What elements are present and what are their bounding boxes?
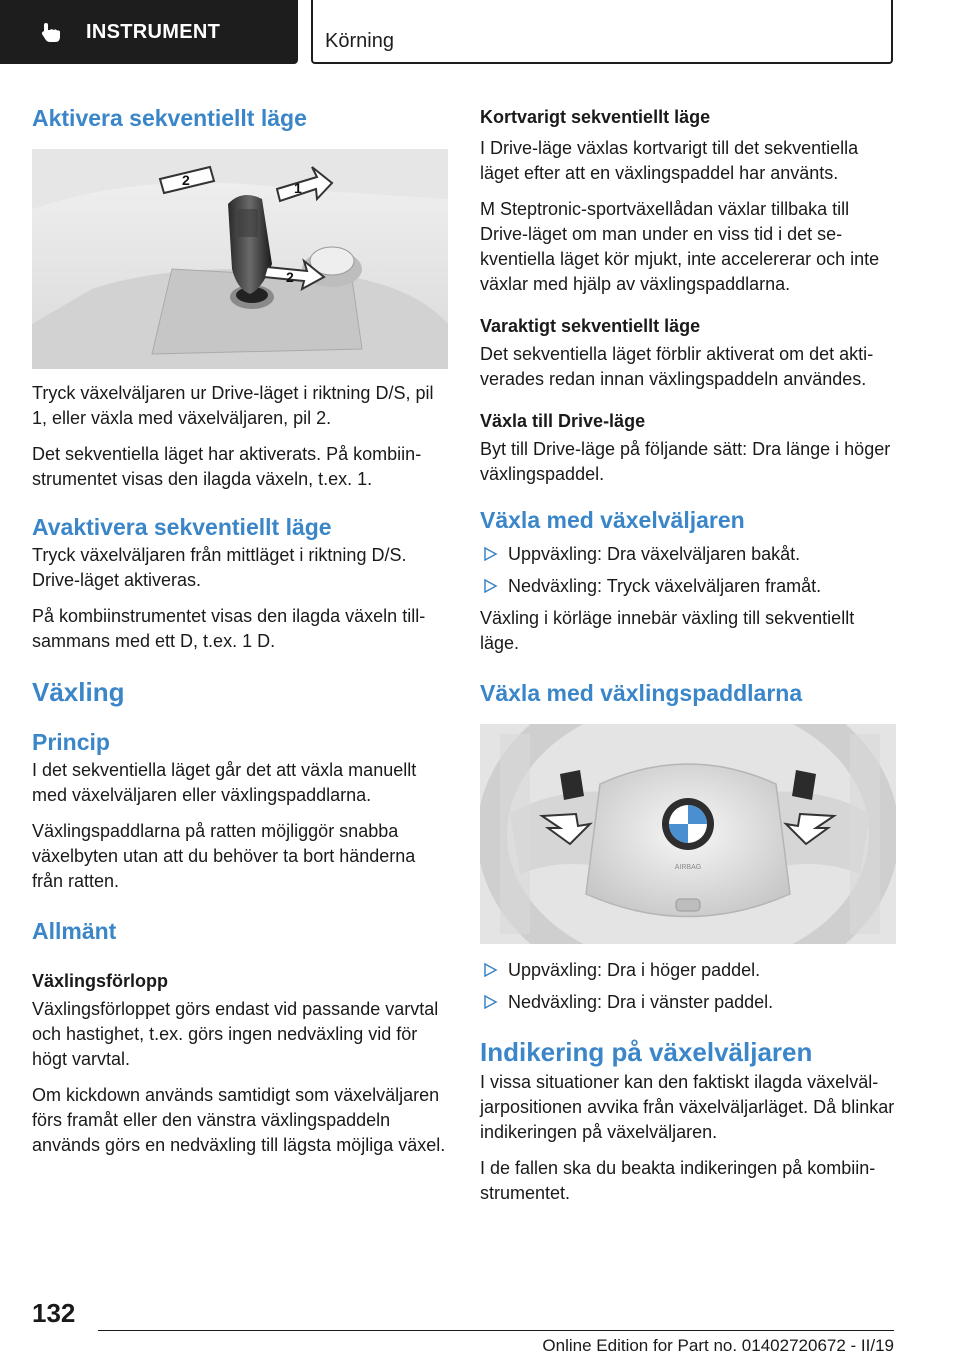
text-principle-1: I det sekventiella läget går det att växla manuellt med växelväljaren eller växlingspaddlarna.	[32, 760, 417, 805]
subheading-shift-sequence: Växlingsförlopp	[32, 971, 169, 991]
text-selector: Växling i körläge innebär växling till sekventiellt läge.	[480, 608, 855, 653]
subheading-short-sequential: Kortvarigt sekventiellt läge	[480, 107, 711, 127]
list-item: Uppväxling: Dra växelväljaren bakåt.	[480, 542, 896, 567]
text-short-1: I Drive-läge växlas kortvarigt till det sekventiella läget efter att en växlingspaddel har använts.	[480, 138, 859, 183]
text-deactivate-1: Tryck växelväljaren från mittläget i riktning D/S. Drive-läget aktiveras.	[32, 545, 407, 590]
arrow-2-label-bottom: 2	[286, 269, 294, 285]
hand-pointer-icon	[38, 19, 64, 45]
section-tab	[0, 0, 298, 64]
page-header	[0, 0, 960, 66]
triangle-bullet-icon	[482, 994, 498, 1010]
page-number: 132	[32, 1298, 76, 1328]
text-activate-2: Det sekventiella läget har aktiverats. På kombiinstrumentet visas den ilagda växeln, t.ex. 1.	[32, 444, 422, 489]
airbag-label: AIRBAG	[674, 864, 702, 871]
triangle-bullet-icon	[482, 578, 498, 594]
subheading-permanent-sequential: Varaktigt sekventiellt läge	[480, 316, 701, 336]
subheading-switch-drive: Växla till Drive-läge	[480, 411, 646, 431]
heading-general: Allmänt	[32, 918, 117, 944]
text-sequence-1: Växlingsförloppet görs endast vid passande varvtal och hastighet, t.ex. görs ingen nedväxling vid för högt varvtal.	[32, 999, 439, 1069]
text-principle-2: Växlingspaddlarna på ratten möjliggör snabba växelbyten utan att du behöver ta bort händerna från ratten.	[32, 821, 416, 891]
left-column	[32, 100, 448, 1158]
section-label: INSTRUMENT	[86, 20, 221, 43]
heading-selector-indication: Indikering på växelväljaren	[480, 1037, 813, 1067]
list-item: Nedväxling: Tryck växelväljaren framåt.	[480, 574, 896, 599]
gear-selector-figure	[32, 149, 448, 369]
text-indication-1: I vissa situationer kan den faktiskt ilagda växelväljarpositionen avvika från växelväljarläget. Då blinkar indikeringen på växelväljaren.	[480, 1072, 895, 1142]
edition-text: Online Edition for Part no. 01402720672 - II/19	[542, 1336, 894, 1355]
text-indication-2: I de fallen ska du beakta indikeringen på kombiinstrumentet.	[480, 1158, 876, 1203]
arrow-2-label-top: 2	[182, 172, 190, 188]
heading-principle: Princip	[32, 729, 110, 755]
arrow-1-label: 1	[294, 180, 302, 196]
triangle-bullet-icon	[482, 546, 498, 562]
heading-selector-shift: Växla med växelväljaren	[480, 507, 745, 533]
steering-wheel-figure	[480, 724, 896, 944]
text-activate-1: Tryck växelväljaren ur Drive-läget i riktning D/S, pil 1, eller växla med växelväljaren, pil 2.	[32, 383, 434, 428]
text-sequence-2: Om kickdown används samtidigt som växelväljaren förs framåt eller den vänstra växlingspaddeln används görs en nedväxling till lägsta möjliga växel.	[32, 1085, 446, 1155]
triangle-bullet-icon	[482, 962, 498, 978]
text-deactivate-2: På kombiinstrumentet visas den ilagda växeln tillsammans med ett D, t.ex. 1 D.	[32, 606, 426, 651]
text-permanent: Det sekventiella läget förblir aktiverat om det aktiverades redan innan växlingspaddeln användes.	[480, 344, 874, 389]
selector-bullet-list	[480, 542, 896, 599]
footer-divider	[98, 1330, 894, 1331]
heading-shifting: Växling	[32, 677, 125, 707]
text-short-2: M Steptronic-sportväxellådan växlar tillbaka till Drive-läget om man under en viss tid i det sekventiella läget kör mjukt, inte accelererar och inte växlar med hjälp av växlingspaddlarna.	[480, 199, 880, 294]
text-drive: Byt till Drive-läge på följande sätt: Dra länge i höger växlingspaddel.	[480, 439, 891, 484]
list-item: Nedväxling: Dra i vänster paddel.	[480, 990, 896, 1015]
heading-activate-sequential: Aktivera sekventiellt läge	[32, 105, 307, 131]
list-item: Uppväxling: Dra i höger paddel.	[480, 958, 896, 983]
heading-deactivate-sequential: Avaktivera sekventiellt läge	[32, 514, 332, 540]
chapter-tab	[311, 0, 893, 64]
heading-paddle-shift: Växla med växlingspaddlarna	[480, 680, 803, 706]
chapter-label: Körning	[325, 30, 394, 52]
right-column	[480, 104, 896, 1206]
paddle-bullet-list	[480, 958, 896, 1015]
